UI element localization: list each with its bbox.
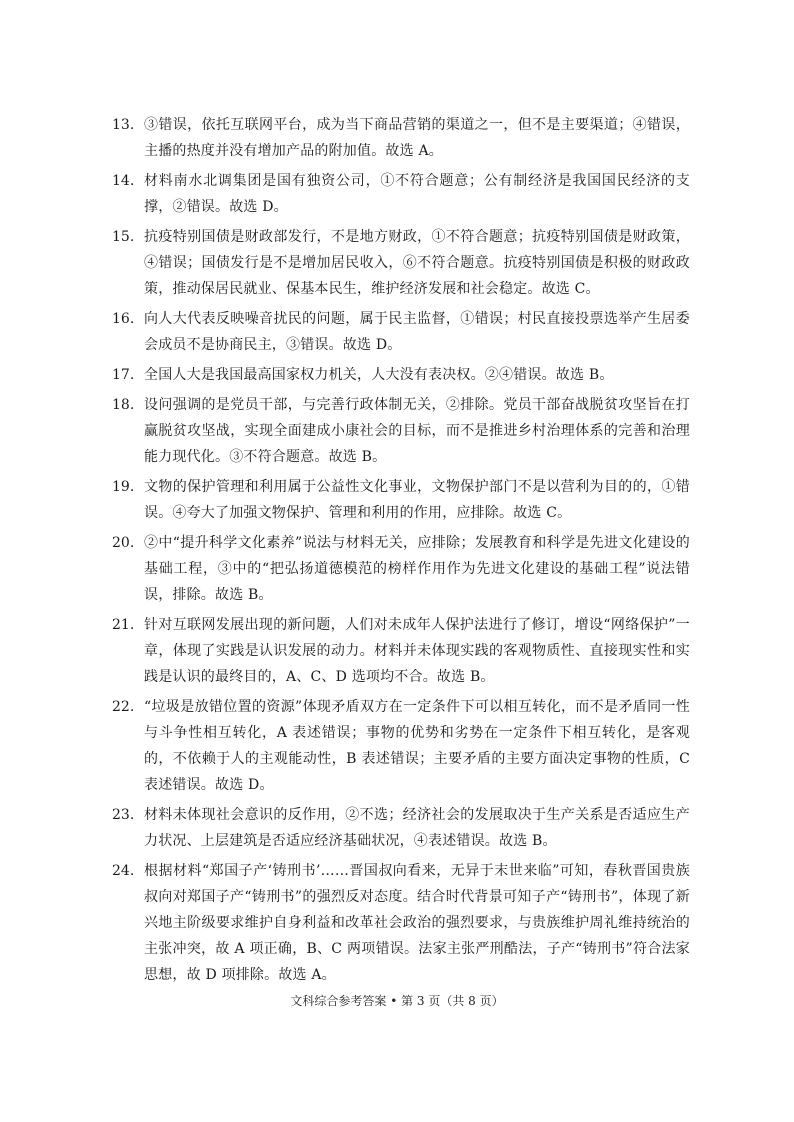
answer-item [112, 362, 690, 388]
answer-text: 抗疫特别国债是财政部发行，不是地方财政，①不符合题意；抗疫特别国债是财政策，④错误；国债发行是不是增加居民收入，⑥不符合题意。抗疫特别国债是积极的财政政策，推动保居民就业、保基本民生，维护经济发展和社会稳定。故选 C。 [144, 229, 690, 297]
answer-text: 全国人大是我国最高国家权力机关，人大没有表决权。②④错误。故选 B。 [144, 367, 614, 383]
answer-text: 针对互联网发展出现的新问题，人们对未成年人保护法进行了修订，增设“网络保护”一章，体现了实践是认识发展的动力。材料并未体现实践的客观物质性、直接现实性和实践是认识的最终目的，A、C、D 选项均不合。故选 B。 [144, 617, 690, 685]
answer-number: 16. [112, 311, 135, 327]
answer-item [112, 858, 690, 988]
answer-item [112, 802, 690, 854]
answer-number: 20. [112, 535, 135, 551]
answer-text: ②中“提升科学文化素养”说法与材料无关，应排除；发展教育和科学是先进文化建设的基础工程，③中的“把弘扬道德模范的榜样作用作为先进文化建设的基础工程”说法错误，排除。故选 B。 [144, 535, 690, 603]
answer-text: 设问强调的是党员干部，与完善行政体制无关，②排除。党员干部奋战脱贫攻坚旨在打赢脱贫攻坚战，实现全面建成小康社会的目标，而不是推进乡村治理体系的完善和治理能力现代化。③不符合题意。故选 B。 [144, 397, 690, 465]
answer-item [112, 612, 690, 690]
answer-text: 根据材料“郑国子产‘铸刑书’……晋国叔向看来，无异于末世来临”可知，春秋晋国贵族叔向对郑国子产“铸刑书”的强烈反对态度。结合时代背景可知子产“铸刑书”，体现了新兴地主阶级要求维护自身利益和改革社会政治的强烈要求，与贵族维护周礼维持统治的主张冲突，故 A 项正确，B、C 两项错误。法家主张严刑酷法，子产“铸刑书”符合法家思想，故 D 项排除。故选 A。 [144, 863, 690, 983]
answer-text: 材料未体现社会意识的反作用，②不选；经济社会的发展取决于生产关系是否适应生产力状况、上层建筑是否适应经济基础状况，④表述错误。故选 B。 [144, 807, 690, 849]
answer-item [112, 112, 690, 164]
answer-number: 22. [112, 699, 135, 715]
answer-text: 文物的保护管理和利用属于公益性文化事业，文物保护部门不是以营利为目的的，①错误。④夸大了加强文物保护、管理和利用的作用，应排除。故选 C。 [144, 479, 690, 521]
answer-list [112, 112, 690, 992]
answer-item [112, 474, 690, 526]
answer-item [112, 306, 690, 358]
answer-text: 材料南水北调集团是国有独资公司，①不符合题意；公有制经济是我国国民经济的支撑，②错误。故选 D。 [144, 173, 690, 215]
answer-item [112, 224, 690, 302]
answer-number: 19. [112, 479, 135, 495]
answer-number: 23. [112, 807, 135, 823]
answer-number: 17. [112, 367, 135, 383]
answer-number: 13. [112, 117, 135, 133]
answer-number: 21. [112, 617, 135, 633]
page-footer: 文科综合参考答案 • 第 3 页（共 8 页） [290, 994, 504, 1008]
answer-text: “垃圾是放错位置的资源”体现矛盾双方在一定条件下可以相互转化，而不是矛盾同一性与斗争性相互转化，A 表述错误；事物的优势和劣势在一定条件下相互转化，是客观的，不依赖于人的主观能动性，B 表述错误；主要矛盾的主要方面决定事物的性质，C 表述错误。故选 D。 [144, 699, 690, 793]
answer-item [112, 530, 690, 608]
answer-number: 14. [112, 173, 135, 189]
answer-item [112, 392, 690, 470]
answer-text: ③错误，依托互联网平台，成为当下商品营销的渠道之一，但不是主要渠道；④错误，主播的热度并没有增加产品的附加值。故选 A。 [144, 117, 690, 159]
answer-item [112, 168, 690, 220]
answer-number: 18. [112, 397, 135, 413]
answer-text: 向人大代表反映噪音扰民的问题，属于民主监督，①错误；村民直接投票选举产生居委会成员不是协商民主，③错误。故选 D。 [144, 311, 690, 353]
answer-item [112, 694, 690, 798]
answer-number: 24. [112, 863, 135, 879]
answer-number: 15. [112, 229, 135, 245]
